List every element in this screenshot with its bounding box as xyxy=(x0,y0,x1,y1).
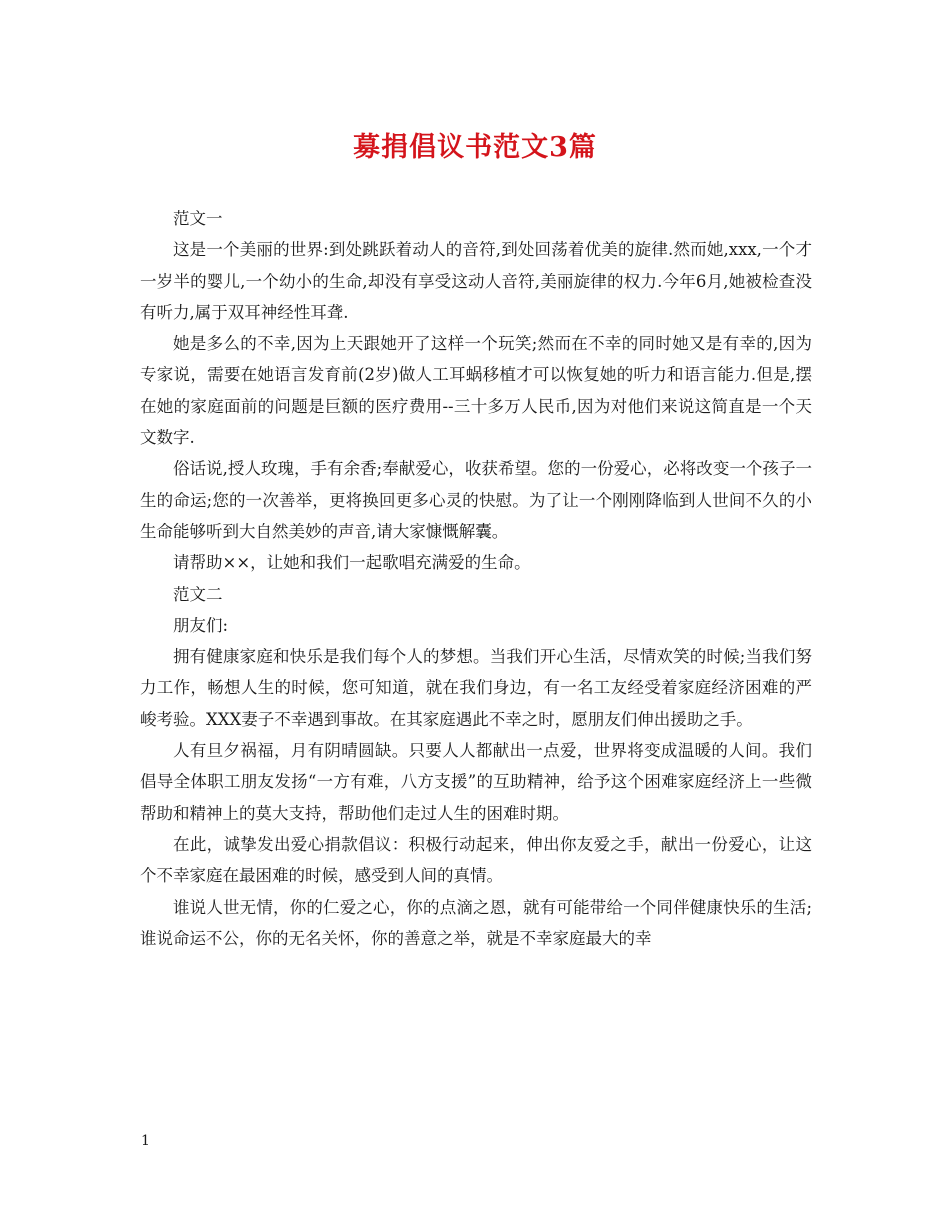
body-paragraph: 请帮助××，让她和我们一起歌唱充满爱的生命。 xyxy=(173,553,531,573)
body-paragraph: 拥有健康家庭和快乐是我们每个人的梦想。当我们开心生活，尽情欢笑的时候;当我们努力工作，畅想人生的时候，您可知道，就在我们身边，有一名工友经受着家庭经济困难的严峻考验。XXX妻子不幸遇到事故。在其家庭遇此不幸之时，愿朋友们伸出援助之手。 xyxy=(140,647,812,729)
page-number: 1 xyxy=(141,1133,150,1149)
document-body xyxy=(140,203,812,954)
section-heading: 范文二 xyxy=(173,584,223,604)
body-paragraph: 她是多么的不幸,因为上天跟她开了这样一个玩笑;然而在不幸的同时她又是有幸的,因为专家说，需要在她语言发育前(2岁)做人工耳蜗移植才可以恢复她的听力和语言能力.但是,摆在她的家庭面前的问题是巨额的医疗费用--三十多万人民币,因为对他们来说这简直是一个天文数字. xyxy=(140,334,812,448)
document-title: 募捐倡议书范文3篇 xyxy=(353,132,597,163)
body-paragraph: 俗话说,授人玫瑰，手有余香;奉献爱心，收获希望。您的一份爱心，必将改变一个孩子一生的命运;您的一次善举，更将换回更多心灵的快慰。为了让一个刚刚降临到人世间不久的小生命能够听到大自然美妙的声音,请大家慷慨解囊。 xyxy=(140,459,812,541)
body-paragraph: 在此，诚挚发出爱心捐款倡议：积极行动起来，伸出你友爱之手，献出一份爱心，让这个不幸家庭在最困难的时候，感受到人间的真情。 xyxy=(140,834,812,886)
body-paragraph: 谁说人世无情，你的仁爱之心，你的点滴之恩，就有可能带给一个同伴健康快乐的生活;谁说命运不公，你的无名关怀，你的善意之举，就是不幸家庭最大的幸 xyxy=(140,897,812,948)
body-paragraph: 人有旦夕祸福，月有阴晴圆缺。只要人人都献出一点爱，世界将变成温暖的人间。我们倡导全体职工朋友发扬“一方有难，八方支援”的互助精神，给予这个困难家庭经济上一些微帮助和精神上的莫大支持，帮助他们走过人生的困难时期。 xyxy=(140,741,812,823)
salutation: 朋友们: xyxy=(173,615,229,635)
body-paragraph: 这是一个美丽的世界:到处跳跃着动人的音符,到处回荡着优美的旋律.然而她,xxx,一个才一岁半的婴儿,一个幼小的生命,却没有享受这动人音符,美丽旋律的权力.今年6月,她被检查没有听力,属于双耳神经性耳聋. xyxy=(140,240,812,322)
section-heading: 范文一 xyxy=(173,209,223,228)
